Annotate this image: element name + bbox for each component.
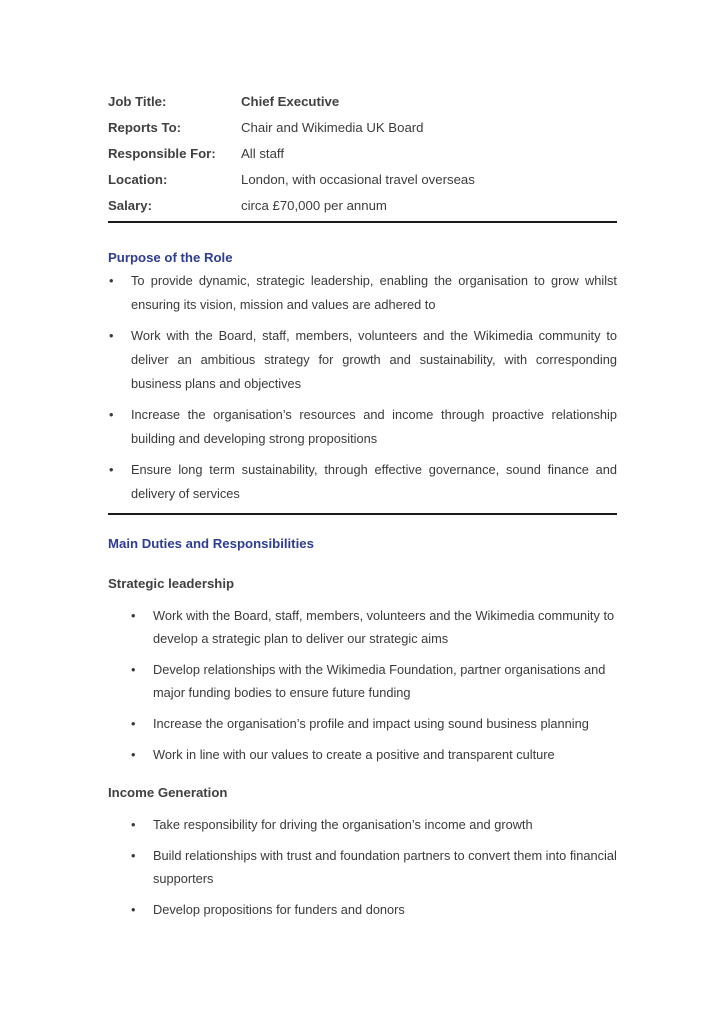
- reports-to-value: Chair and Wikimedia UK Board: [241, 119, 424, 135]
- list-item: [108, 324, 617, 396]
- list-item-text: Work in line with our values to create a positive and transparent culture: [153, 747, 555, 762]
- location-row: [108, 166, 617, 192]
- section-divider: [108, 221, 617, 223]
- list-item: [108, 844, 617, 890]
- list-item: [108, 403, 617, 451]
- list-item: [108, 813, 617, 836]
- list-item-text: Develop propositions for funders and donors: [153, 902, 405, 917]
- job-info-table: [108, 88, 617, 218]
- salary-label: Salary:: [108, 197, 152, 213]
- section-divider: [108, 513, 617, 515]
- responsible-for-row: [108, 140, 617, 166]
- strategic-leadership-heading: Strategic leadership: [108, 576, 235, 591]
- bullet-icon: •: [109, 273, 114, 288]
- bullet-icon: •: [131, 608, 136, 623]
- list-item-text: Ensure long term sustainability, through effective governance, sound finance and delivery of services: [131, 462, 617, 501]
- reports-to-row: [108, 114, 617, 140]
- bullet-icon: •: [131, 848, 136, 863]
- list-item-text: Develop relationships with the Wikimedia Foundation, partner organisations and major funding bodies to ensure future funding: [153, 662, 606, 700]
- list-item-text: Increase the organisation’s resources and income through proactive relationship building and developing strong propositions: [131, 407, 617, 446]
- strategic-leadership-list: [108, 604, 617, 766]
- list-item-text: To provide dynamic, strategic leadership, enabling the organisation to grow whilst ensuring its vision, mission and values are adhered to: [131, 273, 617, 312]
- list-item: [108, 604, 617, 650]
- reports-to-label: Reports To:: [108, 119, 182, 135]
- list-item: [108, 712, 617, 735]
- responsible-for-label: Responsible For:: [108, 145, 216, 161]
- job-title-label: Job Title:: [108, 93, 167, 109]
- list-item-text: Build relationships with trust and foundation partners to convert them into financial supporters: [153, 848, 617, 886]
- salary-row: [108, 192, 617, 218]
- list-item: [108, 458, 617, 506]
- list-item: [108, 269, 617, 317]
- salary-value: circa £70,000 per annum: [241, 197, 387, 213]
- income-generation-list: [108, 813, 617, 921]
- list-item-text: Take responsibility for driving the organisation’s income and growth: [153, 817, 533, 832]
- bullet-icon: •: [109, 328, 114, 343]
- bullet-icon: •: [131, 716, 136, 731]
- bullet-icon: •: [109, 407, 114, 422]
- location-value: London, with occasional travel overseas: [241, 171, 475, 187]
- bullet-icon: •: [109, 462, 114, 477]
- list-item-text: Work with the Board, staff, members, volunteers and the Wikimedia community to develop a strategic plan to deliver our strategic aims: [153, 608, 615, 646]
- bullet-icon: •: [131, 747, 136, 762]
- list-item: [108, 658, 617, 704]
- bullet-icon: •: [131, 817, 136, 832]
- income-generation-heading: Income Generation: [108, 785, 228, 800]
- bullet-icon: •: [131, 902, 136, 917]
- list-item: [108, 898, 617, 921]
- location-label: Location:: [108, 171, 168, 187]
- duties-heading: Main Duties and Responsibilities: [108, 536, 314, 551]
- purpose-heading: Purpose of the Role: [108, 250, 233, 265]
- bullet-icon: •: [131, 662, 136, 677]
- purpose-list: [108, 269, 617, 506]
- job-title-value: Chief Executive: [241, 93, 340, 109]
- list-item: [108, 743, 617, 766]
- list-item-text: Work with the Board, staff, members, volunteers and the Wikimedia community to deliver an ambitious strategy for growth and sustainability, with corresponding business plans and objectives: [131, 328, 617, 391]
- list-item-text: Increase the organisation’s profile and impact using sound business planning: [153, 716, 589, 731]
- job-title-row: [108, 88, 617, 114]
- responsible-for-value: All staff: [241, 145, 285, 161]
- document-page: [108, 88, 617, 929]
